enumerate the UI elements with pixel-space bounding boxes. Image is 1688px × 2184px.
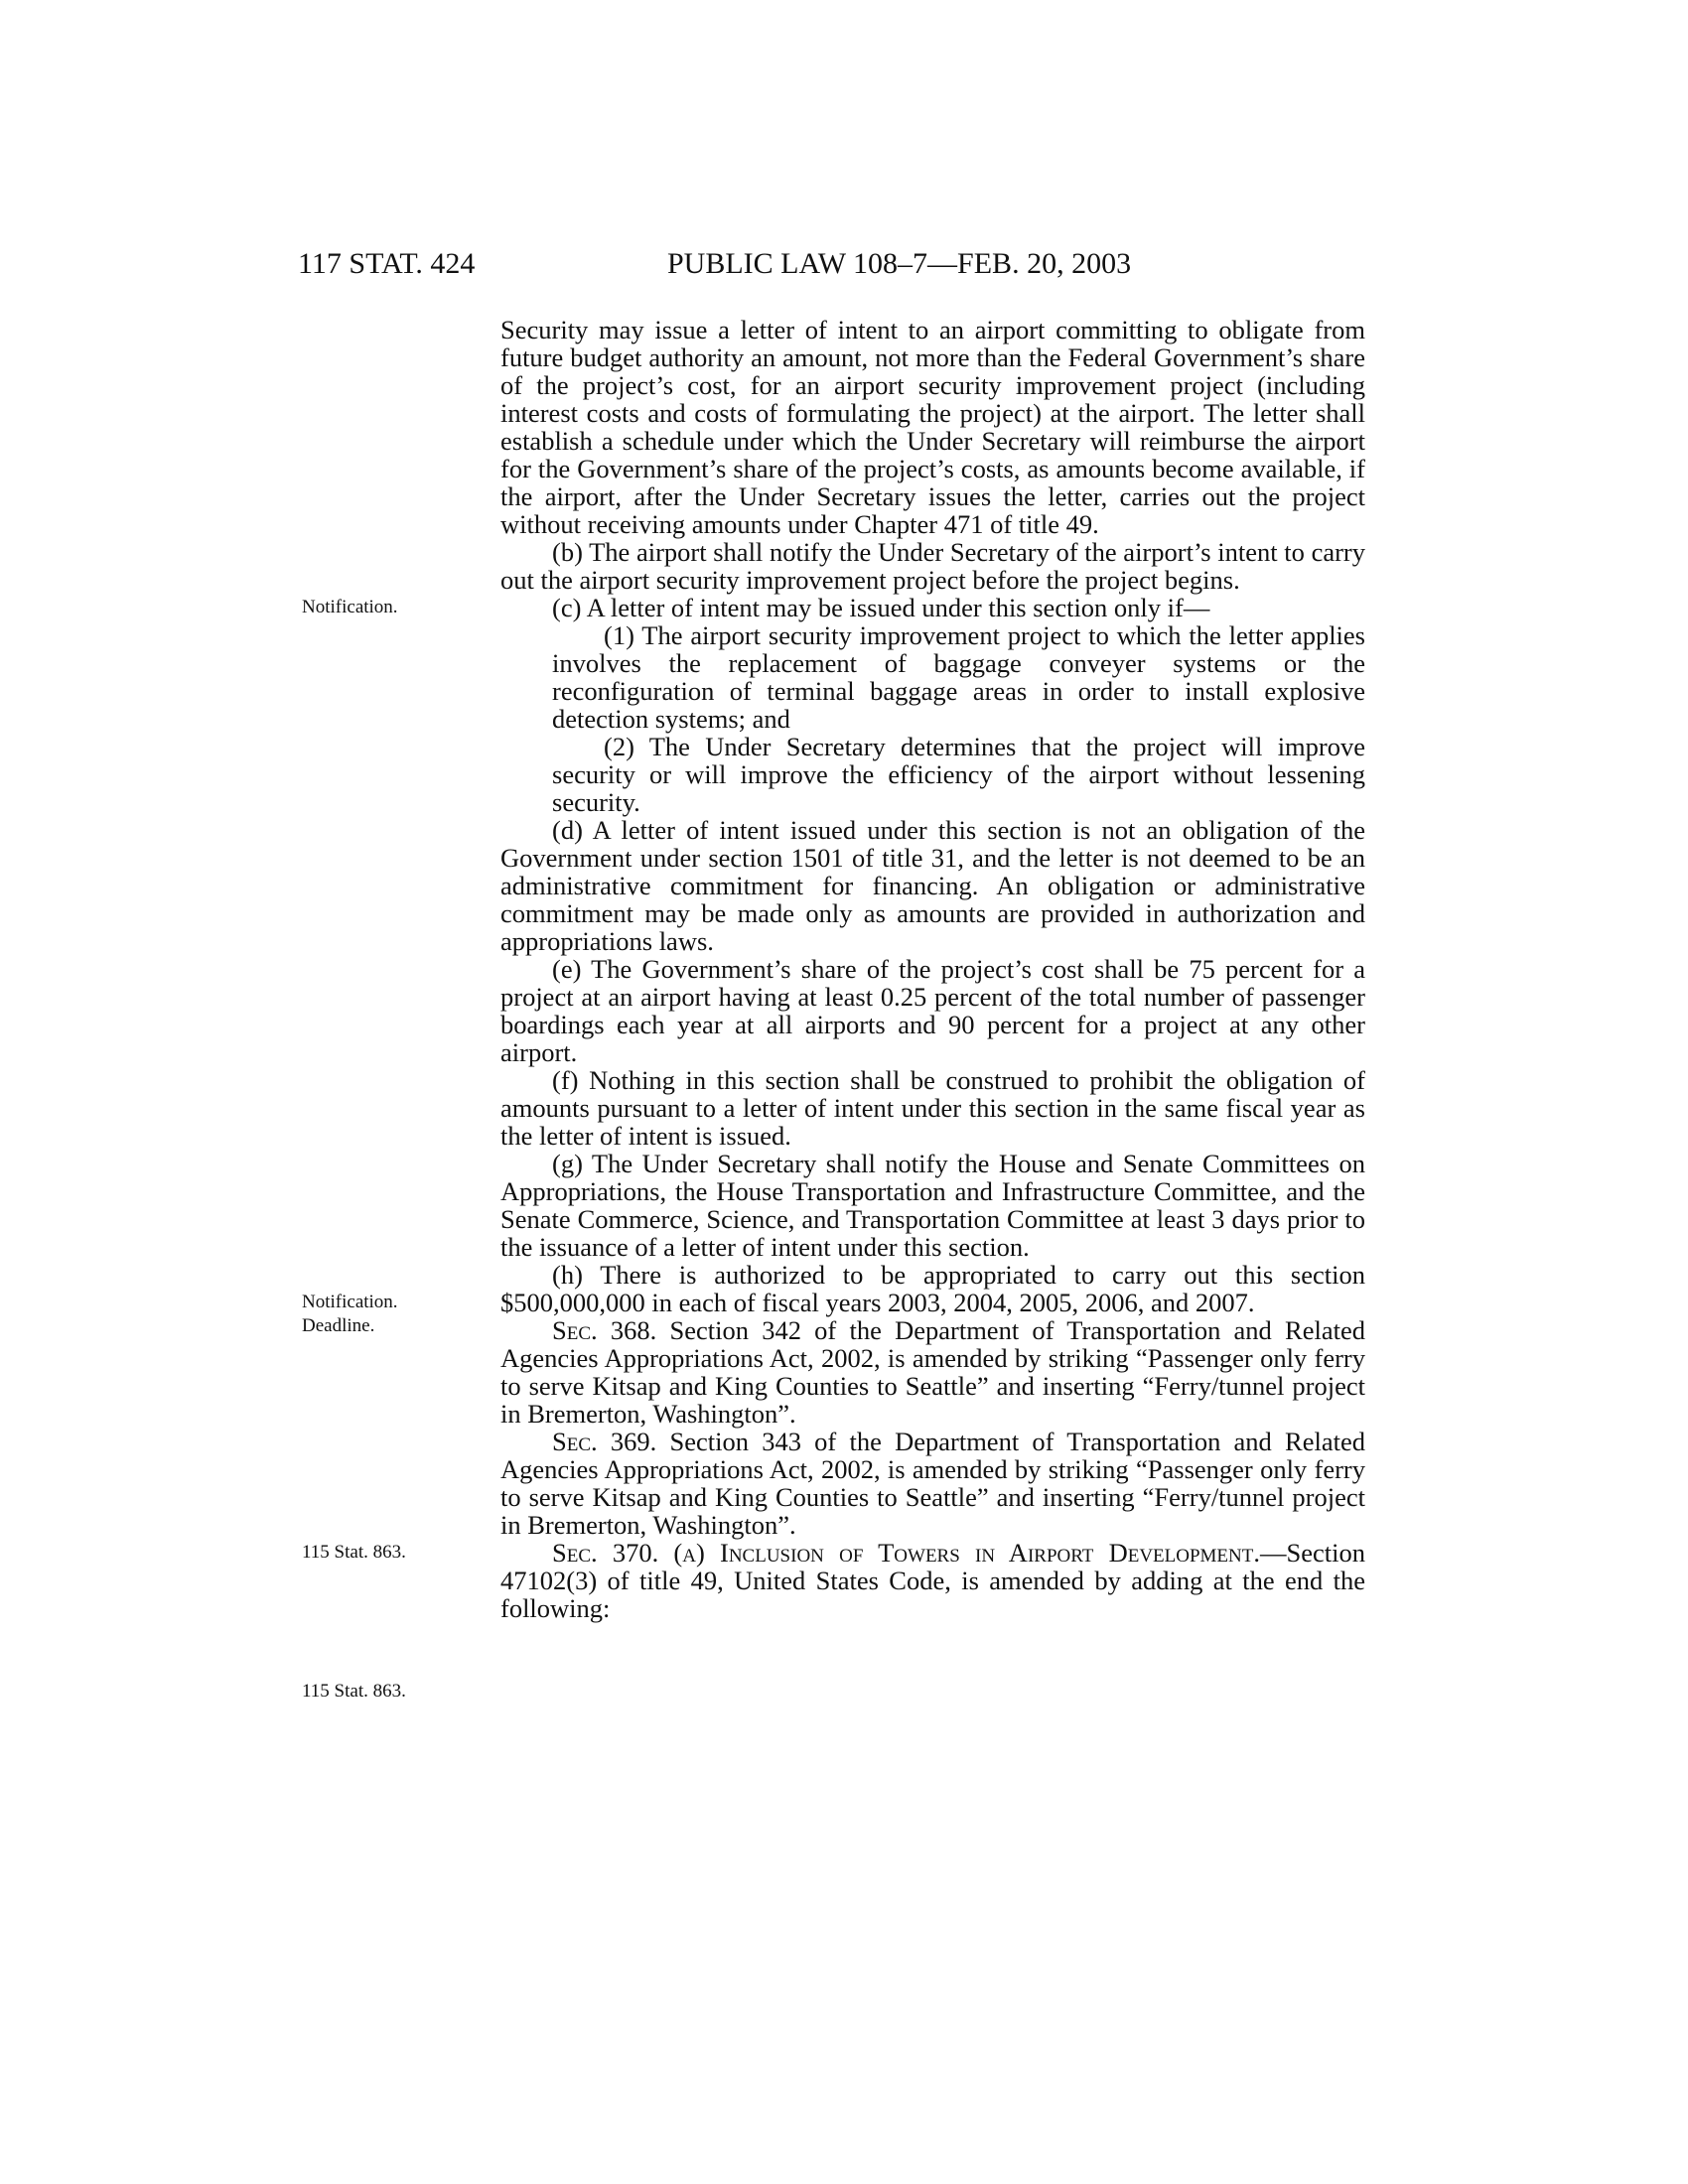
paragraph-e: (e) The Government’s share of the project’s cost shall be 75 percent for a project at an airport having at least 0.25 percent of the total number of passenger boardings each year at all airports and 90 percent for a project at any other airport. <box>500 954 1365 1067</box>
body-text <box>500 316 1365 1622</box>
section-368-text: Section 342 of the Department of Transportation and Related Agencies Appropriations Act, 2002, is amended by striking “Passenger only ferry to serve Kitsap and King Counties to Seattle” and inserting “Ferry/tunnel project in Bremerton, Washington”. <box>500 1315 1365 1429</box>
paragraph-g: (g) The Under Secretary shall notify the House and Senate Committees on Appropriations, the House Transportation and Infrastructure Committee, and the Senate Commerce, Science, and Transportation Committee at least 3 days prior to the issuance of a letter of intent under this section. <box>500 1149 1365 1262</box>
section-368-label: Sec. 368. <box>552 1315 657 1345</box>
section-370-label: Sec. 370. (a) Inclusion of Towers in Airport Development. <box>552 1538 1260 1568</box>
section-369 <box>500 1428 1365 1539</box>
paragraph-c-1: (1) The airport security improvement project to which the letter applies involves the replacement of baggage conveyer systems or the reconfiguration of terminal baggage areas in order to install explosive detection systems; and <box>552 620 1365 734</box>
paragraph-f: (f) Nothing in this section shall be construed to prohibit the obligation of amounts pursuant to a letter of intent under this section in the same fiscal year as the letter of intent is issued. <box>500 1065 1365 1151</box>
paragraph-c-2: (2) The Under Secretary determines that the project will improve security or will improve the efficiency of the airport without lessening security. <box>552 732 1365 817</box>
paragraph-d: (d) A letter of intent issued under this section is not an obligation of the Government under section 1501 of title 31, and the letter is not deemed to be an administrative commitment for financing. An obligation or administrative commitment may be made only as amounts are provided in authorization and appropriations laws. <box>500 815 1365 956</box>
margin-note-deadline: Deadline. <box>302 1315 375 1336</box>
stat-page-number: 117 STAT. 424 <box>298 247 476 280</box>
section-369-text: Section 343 of the Department of Transportation and Related Agencies Appropriations Act, 2002, is amended by striking “Passenger only ferry to serve Kitsap and King Counties to Seattle” and inserting “Ferry/tunnel project in Bremerton, Washington”. <box>500 1427 1365 1540</box>
law-title: PUBLIC LAW 108–7—FEB. 20, 2003 <box>667 247 1132 280</box>
section-370-text: —Section 47102(3) of title 49, United States Code, is amended by adding at the end the following: <box>500 1538 1365 1623</box>
margin-note-stat-ref: 115 Stat. 863. <box>302 1542 406 1563</box>
running-head <box>298 244 1365 284</box>
paragraph-intro: Security may issue a letter of intent to an airport committing to obligate from future budget authority an amount, not more than the Federal Government’s share of the project’s cost, for an airport security improvement project (including interest costs and costs of formulating the project) at the airport. The letter shall establish a schedule under which the Under Secretary will reimburse the airport for the Government’s share of the project’s costs, as amounts become available, if the airport, after the Under Secretary issues the letter, carries out the project without receiving amounts under Chapter 471 of title 49. <box>500 315 1365 539</box>
paragraph-b: (b) The airport shall notify the Under Secretary of the airport’s intent to carry out the airport security improvement project before the project begins. <box>500 537 1365 595</box>
margin-note-notification: Notification. <box>302 597 398 617</box>
section-370 <box>500 1539 1365 1622</box>
margin-note-stat-ref-2: 115 Stat. 863. <box>302 1681 406 1702</box>
paragraph-h: (h) There is authorized to be appropriated to carry out this section $500,000,000 in each of fiscal years 2003, 2004, 2005, 2006, and 2007. <box>500 1260 1365 1317</box>
margin-note-notification-2: Notification. <box>302 1292 398 1312</box>
section-368 <box>500 1316 1365 1428</box>
paragraph-c: (c) A letter of intent may be issued under this section only if— <box>552 593 1210 622</box>
section-369-label: Sec. 369. <box>552 1427 657 1456</box>
